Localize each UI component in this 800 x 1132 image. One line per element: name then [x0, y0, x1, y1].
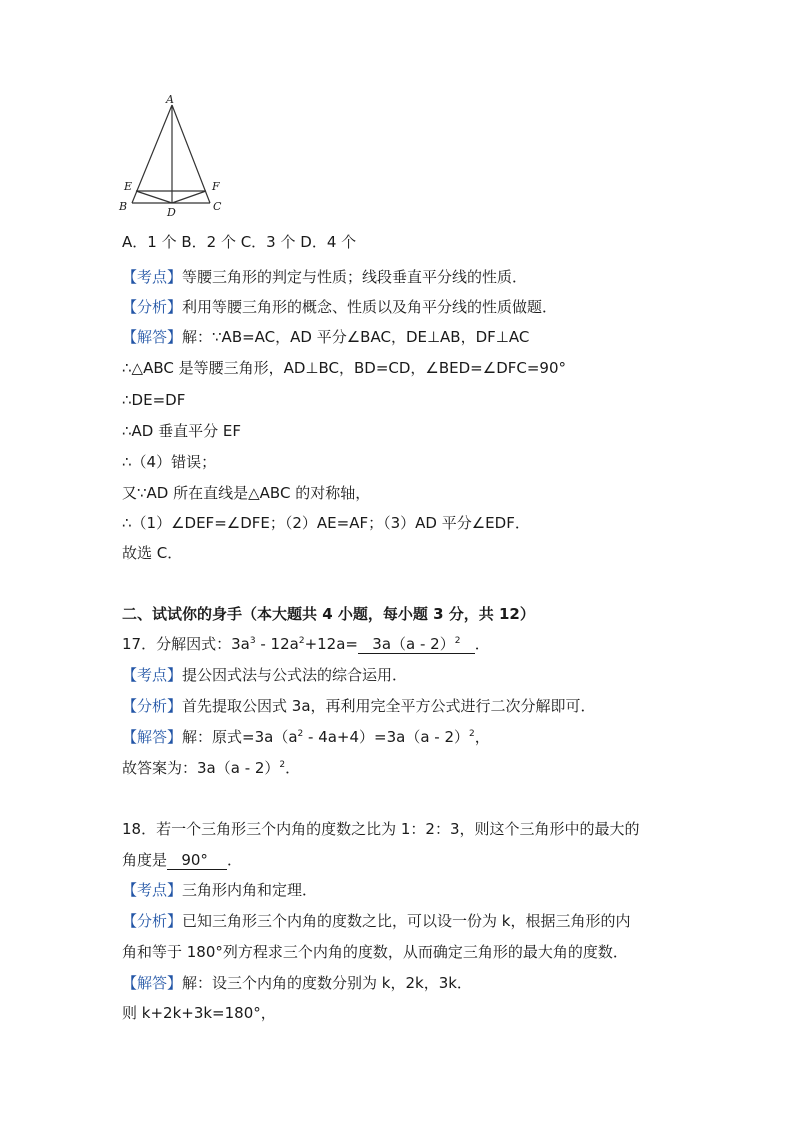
- jieda-tag: 【解答】: [122, 328, 183, 346]
- exponent: 2: [298, 636, 305, 646]
- q17-fenxi: [122, 695, 596, 717]
- answer-blank: [358, 635, 475, 654]
- jieda-text: 解：原式=3a（a: [182, 728, 298, 746]
- label-B: B: [119, 200, 128, 213]
- answer-text: 3a（a - 2）: [372, 635, 455, 653]
- jieda-tag: 【解答】: [122, 728, 183, 746]
- jieda-text: - 4a+4）=3a（a - 2）: [303, 728, 470, 746]
- fenxi-tag: 【分析】: [122, 912, 183, 930]
- q16-step: ∴（4）错误；: [122, 453, 217, 471]
- q16-step: ∴△ABC 是等腰三角形，AD⊥BC，BD=CD，∠BED=∠DFC=90°: [122, 359, 567, 377]
- q16-fenxi: [122, 296, 557, 318]
- q17-prefix: 分解因式：: [156, 635, 232, 653]
- fenxi-tag: 【分析】: [122, 697, 183, 715]
- q18-fenxi-line1: [122, 910, 630, 932]
- segment-AB: [132, 105, 172, 203]
- jieda-tag: 【解答】: [122, 974, 183, 992]
- jieda-text: 解：∵AB=AC，AD 平分∠BAC，DE⊥AB，DF⊥AC: [182, 328, 530, 346]
- q18-fenxi-line2: 角和等于 180°列方程求三个内角的度数，从而确定三角形的最大角的度数．: [122, 943, 628, 961]
- kaodian-tag: 【考点】: [122, 268, 183, 286]
- answer-blank: [167, 851, 227, 870]
- fenxi-text: 利用等腰三角形的概念、性质以及角平分线的性质做题．: [182, 298, 558, 316]
- label-C: C: [213, 200, 222, 213]
- segment-DF: [172, 191, 206, 203]
- question-number: 17．: [122, 635, 157, 653]
- q16-answer: 故选 C．: [122, 544, 183, 562]
- fenxi-text: 已知三角形三个内角的度数之比，可以设一份为 k，根据三角形的内: [182, 912, 631, 930]
- label-A: A: [166, 93, 174, 106]
- q16-step: ∴DE=DF: [122, 391, 186, 409]
- exponent: 2: [454, 636, 461, 646]
- fenxi-tag: 【分析】: [122, 298, 183, 316]
- kaodian-text: 提公因式法与公式法的综合运用．: [182, 666, 408, 684]
- jieda-text: 解：设三个内角的度数分别为 k，2k，3k．: [182, 974, 472, 992]
- q16-kaodian: [122, 266, 527, 288]
- q18-kaodian: [122, 879, 317, 901]
- q17-end: ．: [474, 635, 490, 653]
- q17-final: [122, 757, 300, 779]
- exponent: 2: [469, 729, 475, 739]
- label-F: F: [212, 180, 220, 193]
- q16-step: ∴（1）∠DEF=∠DFE；（2）AE=AF；（3）AD 平分∠EDF．: [122, 514, 530, 532]
- kaodian-text: 三角形内角和定理．: [182, 881, 318, 899]
- q18-step: 则 k+2k+3k=180°，: [122, 1004, 276, 1022]
- segment-DE: [136, 191, 172, 203]
- q17-stem: [122, 633, 490, 655]
- section-heading: 二、试试你的身手（本大题共 4 小题，每小题 3 分，共 12）: [122, 605, 535, 623]
- triangle-figure: [116, 93, 228, 217]
- segment-AC: [172, 105, 210, 203]
- exponent: 3: [249, 636, 256, 646]
- jieda-text: ，: [474, 728, 490, 746]
- q16-step: ∴AD 垂直平分 EF: [122, 422, 241, 440]
- q17-expr: - 12a: [255, 635, 299, 653]
- q17-expr: +12a=: [304, 635, 358, 653]
- q17-jieda: [122, 726, 490, 748]
- q17-expr: 3a: [231, 635, 250, 653]
- q16-options: A．1 个 B．2 个 C．3 个 D．4 个: [122, 233, 357, 251]
- q18-end: ．: [227, 851, 243, 869]
- q16-jieda: [122, 326, 529, 348]
- final-text: 故答案为：3a（a - 2）: [122, 759, 280, 777]
- kaodian-tag: 【考点】: [122, 881, 183, 899]
- exponent: 2: [279, 760, 286, 770]
- q18-stem-line1: 18．若一个三角形三个内角的度数之比为 1：2：3，则这个三角形中的最大的: [122, 820, 640, 838]
- final-text: ．: [285, 759, 301, 777]
- fenxi-text: 首先提取公因式 3a，再利用完全平方公式进行二次分解即可．: [182, 697, 596, 715]
- q18-jieda: [122, 972, 472, 994]
- kaodian-tag: 【考点】: [122, 666, 183, 684]
- kaodian-text: 等腰三角形的判定与性质；线段垂直平分线的性质．: [182, 268, 528, 286]
- q17-kaodian: [122, 664, 407, 686]
- exponent: 2: [297, 729, 304, 739]
- q18-prefix: 角度是: [122, 851, 168, 869]
- q18-stem-line2: [122, 849, 242, 871]
- label-E: E: [124, 180, 133, 193]
- q16-step: 又∵AD 所在直线是△ABC 的对称轴，: [122, 484, 371, 502]
- answer-text: 90°: [181, 851, 208, 869]
- label-D: D: [167, 206, 176, 217]
